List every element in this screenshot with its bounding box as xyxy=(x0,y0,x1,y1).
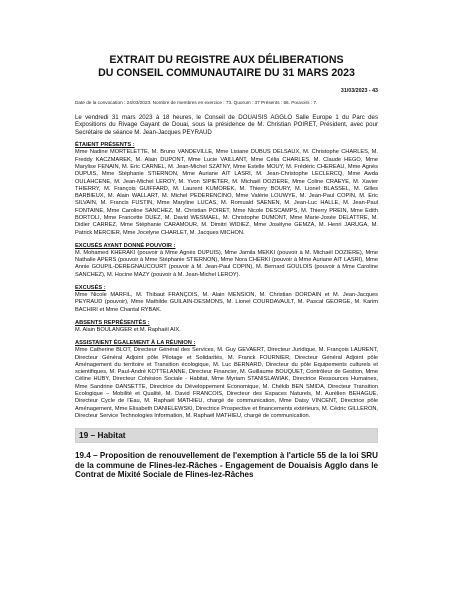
section-excuses xyxy=(75,285,378,314)
subject-title: 19.4 – Proposition de renouvellement de l'exemption à l'article 55 de la loi SRU de la commune de Flines-lez-Râches - Engagement de Douaisis Agglo dans le Contrat de Mixité Sociale de Flines-lez-Râches xyxy=(75,451,378,480)
section-bar-habitat: 19 – Habitat xyxy=(75,428,378,443)
section-body: M. Mohamed KHERAKI (pouvoir à Mme Agnès DUPUIS), Mme Jamila MEKKI (pouvoir à M. Michaël DOZIERE), Mme Nathalie APERS (pouvoir à Mme Stéphanie STIERNON), Mme Nora CHERKI (pouvoir à Mme Auriane AIT LASRI), Mme Annie GOUPIL-DEREGNAUCOURT (pouvoir à M. Jean-Paul COPIN), M. Bernard GOULOIS (pouvoir à Mme Caroline SANCHEZ), M. Hocine MAZY (pouvoir à M. Jean-Michel LEROY). xyxy=(75,249,378,278)
section-heading: EXCUSÉS : xyxy=(75,285,106,292)
section-heading: EXCUSÉS AYANT DONNÉ POUVOIR : xyxy=(75,242,176,249)
document-title-line2: DU CONSEIL COMMUNAUTAIRE DU 31 MARS 2023 xyxy=(98,67,355,79)
section-heading: ÉTAIENT PRÉSENTS : xyxy=(75,142,135,149)
section-heading: ASSISTAIENT ÉGALEMENT À LA RÉUNION : xyxy=(75,340,196,347)
intro-paragraph: Le vendredi 31 mars 2023 à 18 heures, le Conseil de DOUAISIS AGGLO Salle Europe 1 du Parc des Expositions du Rivage Gayant de Douai, sous la présidence de M. Christian POIRET, Président, avec pour Secrétaire de séance M. Jean-Jacques PEYRAUD xyxy=(75,114,378,136)
section-body: Mme Catherine BLOT, Directeur Général des Services, M. Guy GEVAERT, Directeur Juridique, M. François LAURENT, Directeur Général Adjoint pôle Pilotage et Solidarités, M. Franck FOURNIER, Directeur Général Adjoint pôle Aménagement du territoire et Transition écologique, M. Luc BERNARD, Directeur du pôle Equipements culturels et scientifiques, M. Paul-André KOTTELANNE, Directeur Financier, M. Guillaume BOUQUET, Contrôleur de Gestion, Mme Céline HUBY, Directeur Cohésion Sociale - Habitat, Mme Myriam STANISLAWIAK, Directrice Ressources Humaines, Mme Sandrine DANSETTE, Directrice du Développement Economique, M. Chékib BEN SMIDA, Directeur Transition Ecologique – Mobilité et Qualité, M. David FRANCOIS, Directeur des Espaces Naturels, M. Aurélien BEHAGUE, Directeur Cycle de l'Eau, M. Raphaël MATHIEU, chargé de communication, Mme Daisy VINCENT, Directrice pôle Aménagement, Mme Elisabeth DANIELEWSKI, Directrice Prospective et financements extérieurs, M. Cédric GILLERON, Directeur Service Technologies Information, M. Raphaël MATHIEU, chargé de communication. xyxy=(75,347,378,419)
section-presents xyxy=(75,142,378,237)
section-absents xyxy=(75,320,378,334)
section-heading: ABSENTS REPRÉSENTÉS : xyxy=(75,319,150,326)
section-body: Mme Nadine MORTELETTE, M. Bruno VANDEVILLE, Mme Lisiane DUBUS DELSAUX, M. Christophe CHARLES, M. Freddy KACZMAREK, M. Alain DUPONT, Mme Lucie VAILLANT, Mme Célia CHARLES, M. Claude HEGO, Mme Marylise FENAIN, M. Eric CARNEL, M. Jean-Michel SZATNY, Mme Estelle MOUY, M. Frédéric CHEREAU, Mme Agnès DUPUIS, Mme Stéphanie STIERNON, Mme Auriane AIT LASRI, M. Jean-Christophe LECLERCQ, Mme Awda OULAHCENE, M. Jean-Michel LEROY, M. Yvon SIPIETER, M. Michaël DOZIERE, Mme Coline CRAEYE, M. Xavier THIERRY, M. François GUIFFARD, M. Laurent KUMOREK, M. Thierry BOURY, M. Lionel BLASSEL, M. Gilles BARBIEUX, M. Alain WALLART, M. Michel PEDERENCINO, Mme Valérie LOUWYE, M. Jean-Paul COPIN, M. Eric SILVAIN, M. Francis FUSTIN, Mme Maryline LUCAS, M. Romuald SAENEN, M. Jean-Luc HALLE, M. Jean-Paul FONTAINE, Mme Caroline SANCHEZ, M. Christian POIRET, Mme Nicole DESCAMPS, M. Thierry PREIN, Mme Edith BORTOLI, Mme Francette DUEZ, M. David WESMAEL, M. Christophe DUMONT, Mme Marie-Josée DELATTRE, M. Didier CARREZ, Mme Stéphanie CARAMOUR, M. Dimitri WIDIEZ, Mme Josélyne GEMZA, M. Henri JARUGA, M. Patrick MERCIER, Mme Jocelyne CHARLET, M. Jacques MICHON. xyxy=(75,149,378,236)
section-body: Mme Nicole MARFIL, M. Thibaut FRANÇOIS, M. Alain MENSION, M. Christian DORDAIN et M. Jean-Jacques PEYRAUD (pouvoir), Mme Mathilde GUILAIN-DESMONS, M. Lionel COURDAVAULT, M. Pascal GEORGE, M. Karim BACHIRI et Mme Chantal RYBAK. xyxy=(75,292,378,313)
section-assistaient xyxy=(75,340,378,420)
convocation-meta: Date de la convocation : 24/03/2023. Nombre de membres en exercice : 73. Quorum : 37 Présents : 56. Pouvoirs : 7. xyxy=(75,100,318,105)
document-title-line1: EXTRAIT DU REGISTRE AUX DÉLIBERATIONS xyxy=(109,54,344,66)
section-body: M. Alain BOULANGER et M. Raphaël AIX. xyxy=(75,326,181,333)
section-excuses-pouvoir xyxy=(75,243,378,279)
deliberation-reference: 31/03/2023 - 43 xyxy=(340,88,378,94)
